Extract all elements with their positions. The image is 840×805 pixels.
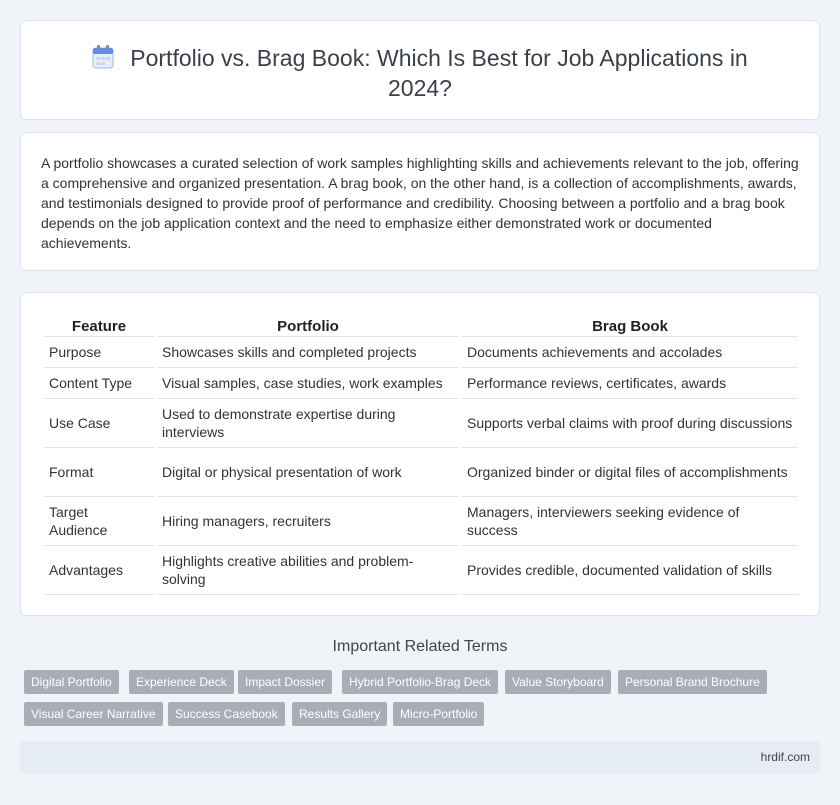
cell-brag-book: Supports verbal claims with proof during discussions (462, 399, 798, 448)
tag-visual-career-narrative[interactable]: Visual Career Narrative (24, 702, 163, 726)
cell-portfolio: Showcases skills and completed projects (157, 337, 459, 368)
comparison-card (20, 292, 820, 616)
cell-brag-book: Managers, interviewers seeking evidence of success (462, 497, 798, 546)
header-brag-book: Brag Book (462, 313, 798, 337)
table-header-row (44, 313, 798, 337)
table-row (44, 546, 798, 595)
tag-hybrid-portfolio-brag-deck[interactable]: Hybrid Portfolio-Brag Deck (342, 670, 498, 694)
cell-feature: Content Type (44, 368, 154, 399)
intro-paragraph: A portfolio showcases a curated selection of work samples highlighting skills and achievements relevant to the job, offering a comprehensive and organized presentation. A brag book, on the other hand, is a collection of accomplishments, awards, and testimonials designed to provide proof of performance and credibility. Choosing between a portfolio and a brag book depends on the job application context and the need to emphasize either demonstrated work or documented achievements. (41, 155, 799, 251)
table-row (44, 448, 798, 497)
cell-portfolio: Digital or physical presentation of work (157, 448, 459, 497)
cell-portfolio: Hiring managers, recruiters (157, 497, 459, 546)
calendar-icon (92, 45, 114, 69)
table-row (44, 497, 798, 546)
related-terms-title: Important Related Terms (332, 638, 508, 655)
cell-brag-book: Organized binder or digital files of accomplishments (462, 448, 798, 497)
cell-feature: Target Audience (44, 497, 154, 546)
tag-personal-brand-brochure[interactable]: Personal Brand Brochure (618, 670, 767, 694)
cell-portfolio: Used to demonstrate expertise during interviews (157, 399, 459, 448)
intro-card (20, 132, 820, 271)
cell-portfolio: Visual samples, case studies, work examples (157, 368, 459, 399)
cell-brag-book: Provides credible, documented validation of skills (462, 546, 798, 595)
tag-experience-deck[interactable]: Experience Deck (129, 670, 234, 694)
header-feature: Feature (44, 313, 154, 337)
header-portfolio: Portfolio (157, 313, 459, 337)
footer (20, 741, 820, 774)
tag-micro-portfolio[interactable]: Micro-Portfolio (393, 702, 484, 726)
cell-portfolio: Highlights creative abilities and problem-solving (157, 546, 459, 595)
tag-impact-dossier[interactable]: Impact Dossier (238, 670, 332, 694)
tag-digital-portfolio[interactable]: Digital Portfolio (24, 670, 119, 694)
table-row (44, 337, 798, 368)
page-title-row (21, 43, 819, 103)
cell-feature: Use Case (44, 399, 154, 448)
comparison-table (41, 313, 801, 595)
table-row (44, 399, 798, 448)
cell-feature: Format (44, 448, 154, 497)
footer-site-link[interactable]: hrdif.com (760, 750, 810, 764)
table-row (44, 368, 798, 399)
tag-results-gallery[interactable]: Results Gallery (292, 702, 387, 726)
page-title: Portfolio vs. Brag Book: Which Is Best for Job Applications in 2024? (130, 45, 748, 101)
tag-value-storyboard[interactable]: Value Storyboard (505, 670, 611, 694)
cell-brag-book: Performance reviews, certificates, awards (462, 368, 798, 399)
cell-feature: Purpose (44, 337, 154, 368)
cell-feature: Advantages (44, 546, 154, 595)
tag-success-casebook[interactable]: Success Casebook (168, 702, 285, 726)
cell-brag-book: Documents achievements and accolades (462, 337, 798, 368)
title-card (20, 20, 820, 120)
